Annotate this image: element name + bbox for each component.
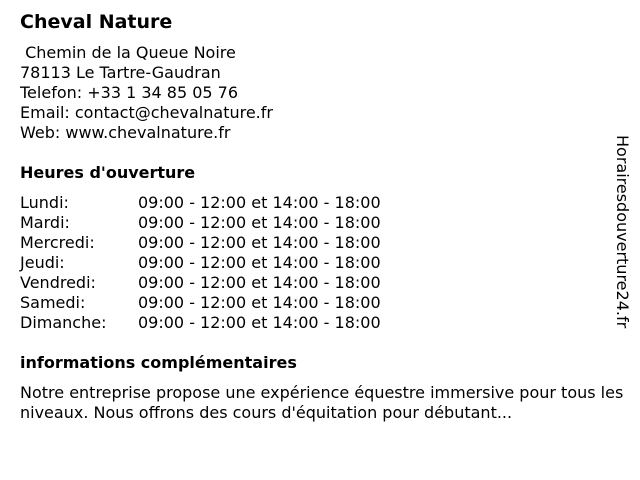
website-address: Web: www.chevalnature.fr [20, 123, 231, 142]
time-range: 09:00 - 12:00 et 14:00 - 18:00 [138, 273, 381, 292]
time-range: 09:00 - 12:00 et 14:00 - 18:00 [138, 233, 381, 252]
info-heading: informations complémentaires [20, 353, 297, 372]
day-label: Samedi: [20, 293, 86, 312]
time-range: 09:00 - 12:00 et 14:00 - 18:00 [138, 313, 381, 332]
time-range: 09:00 - 12:00 et 14:00 - 18:00 [138, 253, 381, 272]
time-range: 09:00 - 12:00 et 14:00 - 18:00 [138, 293, 381, 312]
description-text: Notre entreprise propose une expérience équestre immersive pour tous les niveaux. Nous offrons des cours d'équitation pour débutant... [20, 383, 624, 422]
day-label: Jeudi: [20, 253, 65, 272]
business-name: Cheval Nature [20, 11, 173, 33]
street-address: Chemin de la Queue Noire [20, 43, 236, 62]
time-range: 09:00 - 12:00 et 14:00 - 18:00 [138, 213, 381, 232]
day-label: Vendredi: [20, 273, 96, 292]
phone-number: Telefon: +33 1 34 85 05 76 [20, 83, 239, 102]
hours-heading: Heures d'ouverture [20, 163, 196, 182]
site-watermark: Horairesdouverture24.fr [613, 135, 632, 329]
day-label: Mardi: [20, 213, 70, 232]
address-block [20, 43, 273, 143]
day-label: Lundi: [20, 193, 69, 212]
email-address: Email: contact@chevalnature.fr [20, 103, 273, 122]
day-label: Dimanche: [20, 313, 107, 332]
time-range: 09:00 - 12:00 et 14:00 - 18:00 [138, 193, 381, 212]
day-label: Mercredi: [20, 233, 95, 252]
city-address: 78113 Le Tartre-Gaudran [20, 63, 221, 82]
